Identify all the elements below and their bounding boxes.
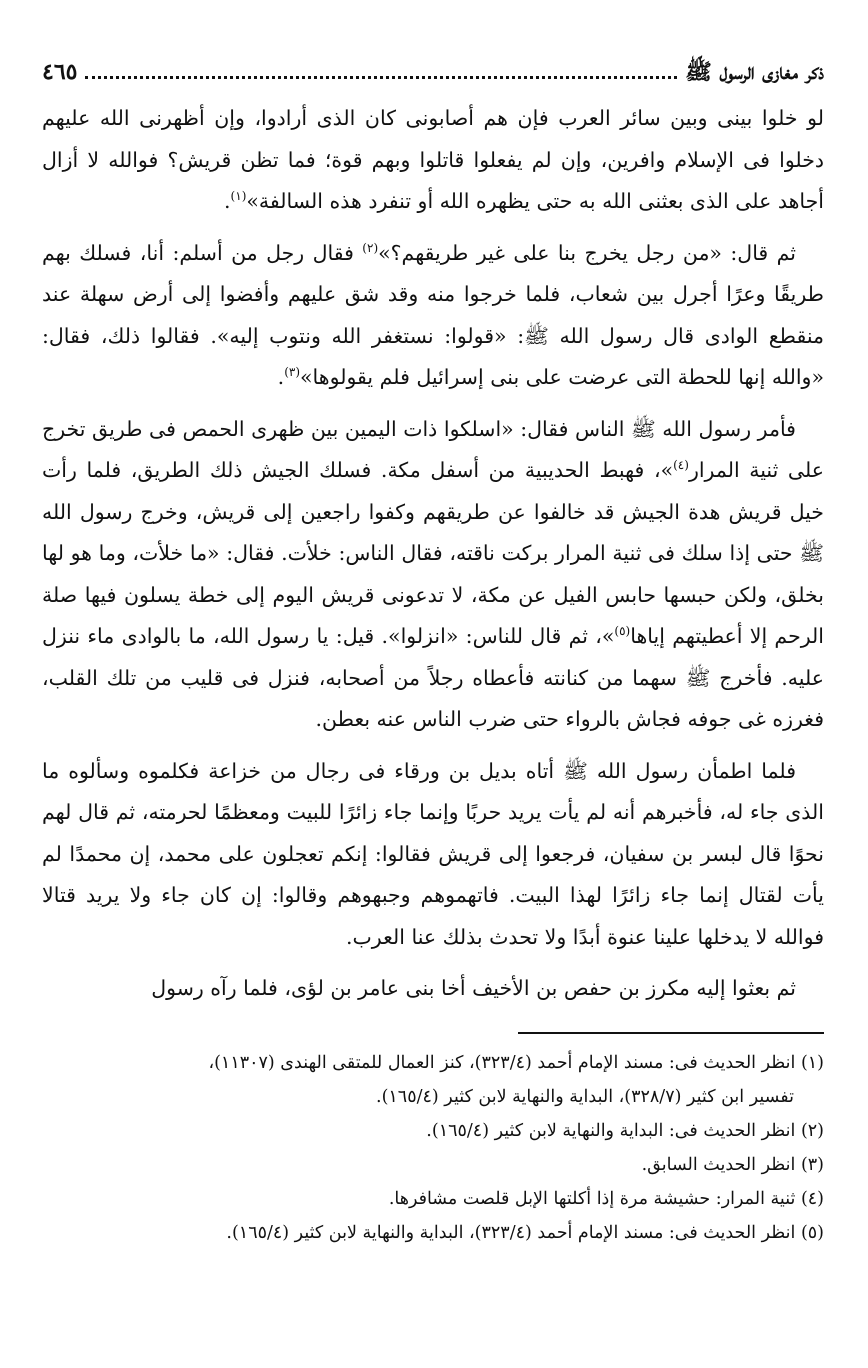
footnote-text: انظر الحديث فى: البداية والنهاية لابن كثير (١٦٥/٤). — [426, 1120, 796, 1141]
footnote-ref: (٣) — [284, 365, 301, 380]
paragraph-text: »، ثم قال للناس: «انزلوا». قيل: يا رسول الله، ما بالوادى ماء ننزل عليه. فأخرج ﷺ سهما من كنانته فأعطاه رجلاً من أصحابه، فنزل فى قليب من تلك القلب، فغرزه غى جوفه فجاش بالرواء حتى ضرب الناس عنه بعطن. — [42, 624, 824, 731]
paragraph-3 — [42, 409, 824, 741]
footnote-separator — [518, 1032, 824, 1034]
footnote-text: تفسير ابن كثير (٣٢٨/٧)، البداية والنهاية لابن كثير (١٦٥/٤). — [376, 1086, 794, 1107]
leader-dots — [85, 76, 677, 79]
book-page — [42, 52, 824, 1352]
footnote-number: (٢) — [800, 1120, 824, 1141]
footnote-text: انظر الحديث فى: مسند الإمام أحمد (٣٢٣/٤)، كنز العمال للمتقى الهندى (١١٣٠٧)، — [208, 1052, 796, 1073]
main-text — [42, 98, 824, 1010]
paragraph-text: فأمر رسول الله ﷺ الناس فقال: «اسلكوا ذات اليمين بين ظهرى الحمص فى طريق تخرج على ثنية المرار — [42, 416, 824, 482]
footnote-text: انظر الحديث السابق. — [641, 1154, 796, 1175]
footnote-number: (١) — [800, 1052, 824, 1073]
footnote-number: (٣) — [800, 1154, 824, 1175]
footnote-5 — [42, 1216, 824, 1250]
footnote-1-continuation — [42, 1080, 824, 1114]
page-number: ٤٦٥ — [42, 59, 78, 85]
paragraph-text: . — [277, 365, 285, 389]
footnote-ref: (٥) — [614, 624, 631, 639]
running-header — [42, 52, 824, 92]
footnote-ref: (٤) — [673, 458, 689, 473]
paragraph-text: فلما اطمأن رسول الله ﷺ أتاه بديل بن ورقاء فى رجال من خزاعة فكلموه وسألوه ما الذى جاء له، فأخبرهم أنه لم يأت يريد حربًا وإنما جاء زائرًا للبيت ومعظمًا لحرمته، ثم قال لهم نحوًا قال لبسر بن سفيان، فرجعوا إلى قريش فقالوا: إنكم تعجلون على محمد، إن محمدًا لم يأت لقتال إنما جاء زائرًا لهذا البيت. فاتهموهم وجبهوهم وقالوا: إن كان جاء ولا يريد قتالا فوالله لا يدخلها علينا عنوة أبدًا ولا تحدث بذلك عنا العرب. — [42, 758, 824, 949]
paragraph-1 — [42, 98, 824, 223]
paragraph-2 — [42, 233, 824, 399]
paragraph-text: »، فهبط الحديبية من أسفل مكة. فسلك الجيش ذلك الطريق، فلما رأت خيل قريش هدة الجيش قد خالفوا عن طريقهم وكفوا راجعين إلى قريش، وخرج رسول الله ﷺ حتى إذا سلك فى ثنية المرار بركت ناقته، فقال الناس: خلأت. فقال: «ما خلأت، وما هو لها بخلق، ولكن حبسها حابس الفيل عن مكة، لا تدعونى قريش اليوم إلى خطة يسلون فيها صلة الرحم إلا أعطيتهم إياها — [42, 458, 825, 648]
paragraph-text: فقال رجل من أسلم: أنا، فسلك بهم طريقًا وعرًا أجرل بين شعاب، فلما خرجوا منه وقد شق عليهم وأفضوا إلى أرض سهلة عند منقطع الوادى قال رسول الله ﷺ: «قولوا: نستغفر الله ونتوب إليه». فقالوا ذلك، فقال: «والله إنها للحطة التى عرضت على بنى إسرائيل فلم يقولوها» — [42, 240, 824, 389]
footnotes — [42, 1046, 824, 1250]
footnote-text: ثنية المرار: حشيشة مرة إذا أكلتها الإبل قلصت مشافرها. — [388, 1188, 796, 1209]
footnote-4 — [42, 1182, 824, 1216]
footnote-3 — [42, 1148, 824, 1182]
paragraph-text: ثم بعثوا إليه مكرز بن حفص بن الأخيف أخا بنى عامر بن لؤى، فلما رآه رسول — [151, 976, 796, 1000]
paragraph-5 — [42, 968, 824, 1010]
paragraph-text: لو خلوا بينى وبين سائر العرب فإن هم أصابونى كان الذى أرادوا، وإن أظهرنى الله عليهم دخلوا فى الإسلام وافرين، وإن لم يفعلوا قاتلوا وبهم قوة؛ فما تظن قريش؟ فوالله لا أزال أجاهد على الذى بعثنى الله به حتى يظهره الله أو تنفرد هذه السالفة» — [42, 106, 824, 213]
chapter-title: ذكر مغازى الرسول ﷺ — [685, 59, 824, 85]
footnote-1 — [42, 1046, 824, 1080]
footnote-text: انظر الحديث فى: مسند الإمام أحمد (٣٢٣/٤)، البداية والنهاية لابن كثير (١٦٥/٤). — [226, 1222, 796, 1243]
footnote-ref: (١) — [230, 189, 247, 204]
paragraph-text: . — [224, 189, 231, 213]
paragraph-4 — [42, 751, 824, 959]
footnote-ref: (٢) — [362, 240, 379, 255]
footnote-number: (٥) — [800, 1222, 824, 1243]
footnote-2 — [42, 1114, 824, 1148]
footnote-number: (٤) — [800, 1188, 824, 1209]
paragraph-text: ثم قال: «من رجل يخرج بنا على غير طريقهم؟» — [378, 240, 796, 265]
